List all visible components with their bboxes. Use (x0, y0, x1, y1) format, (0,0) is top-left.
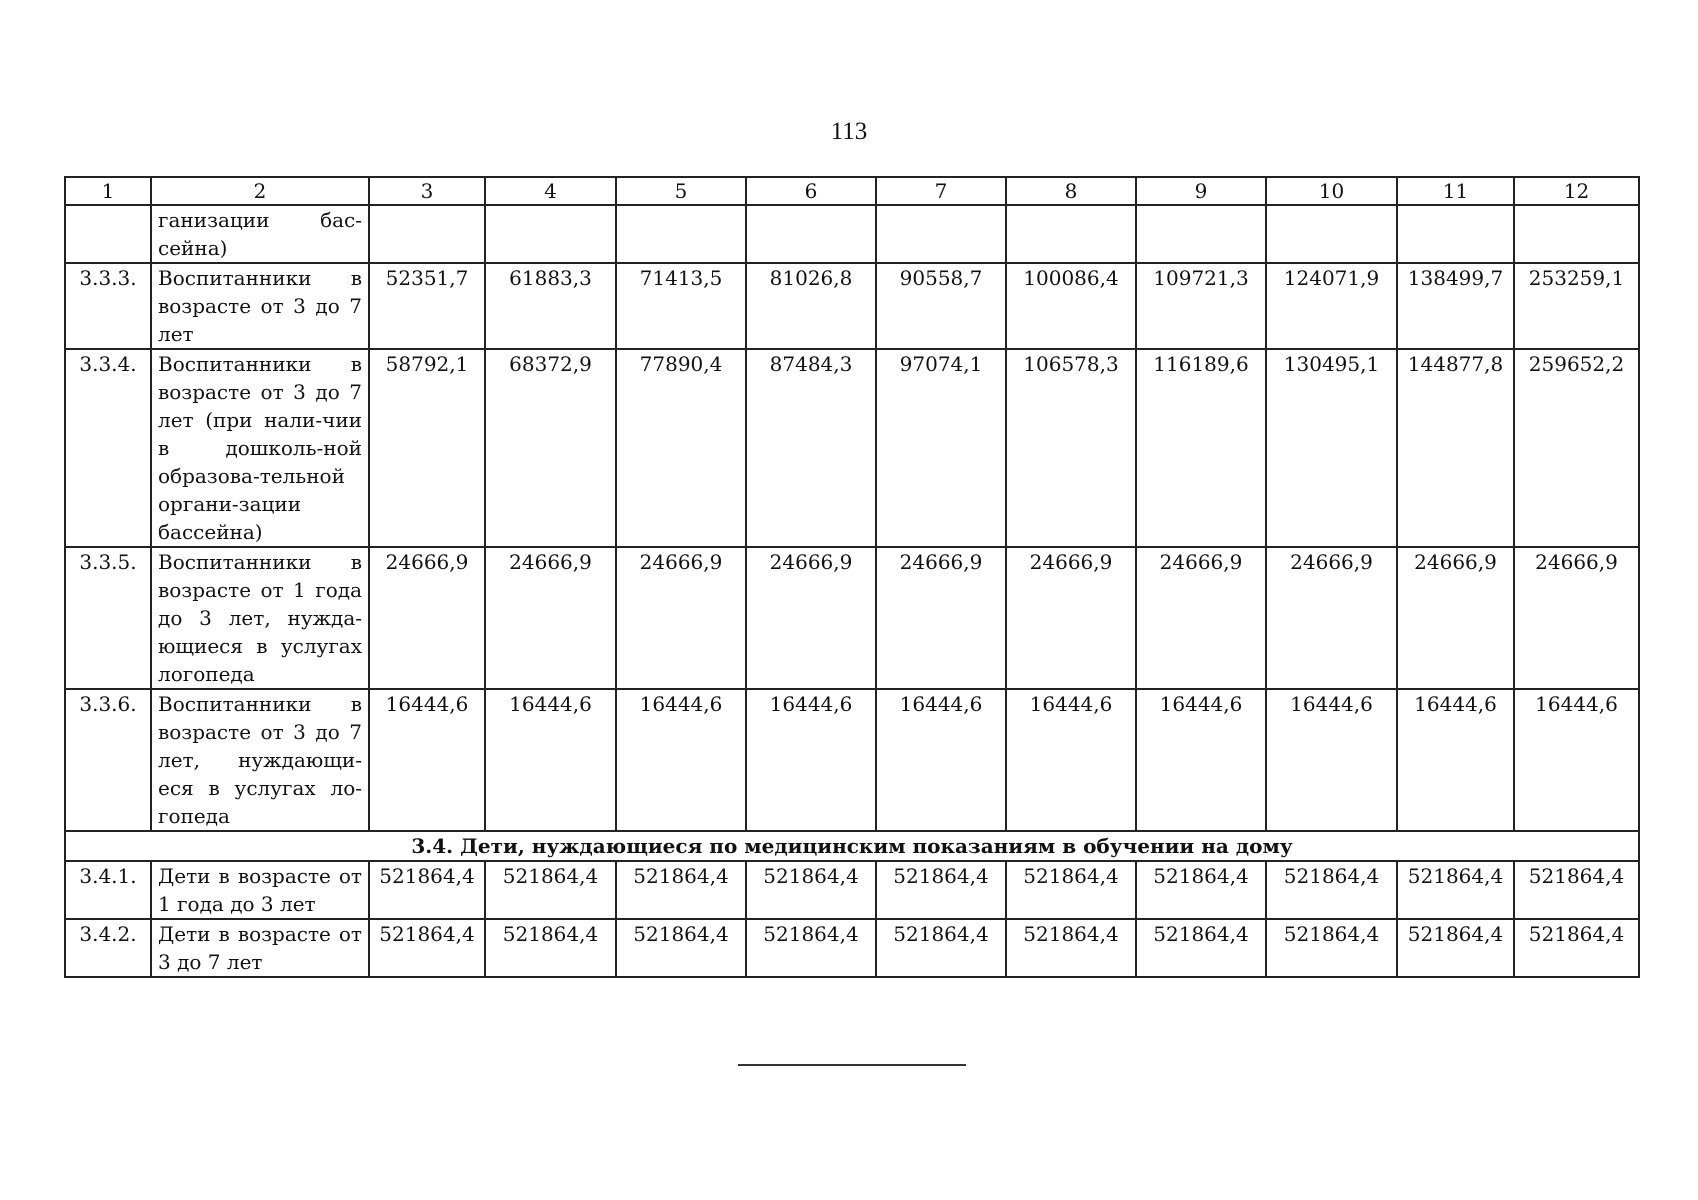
table-row (65, 349, 1639, 547)
value-cell: 90558,7 (876, 263, 1006, 349)
column-number: 11 (1397, 177, 1514, 205)
value-cell: 16444,6 (1514, 689, 1639, 831)
value-cell: 24666,9 (369, 547, 485, 689)
value-cell: 144877,8 (1397, 349, 1514, 547)
table-row (65, 861, 1639, 919)
value-cell: 16444,6 (1136, 689, 1266, 831)
value-cell (746, 205, 876, 263)
value-cell: 521864,4 (1006, 919, 1136, 977)
row-name: Воспитанники в возрасте от 3 до 7 лет (151, 263, 369, 349)
row-code: 3.4.2. (65, 919, 151, 977)
column-number: 4 (485, 177, 616, 205)
row-code: 3.3.3. (65, 263, 151, 349)
value-cell: 16444,6 (746, 689, 876, 831)
value-cell: 138499,7 (1397, 263, 1514, 349)
column-number: 12 (1514, 177, 1639, 205)
column-number: 9 (1136, 177, 1266, 205)
value-cell: 259652,2 (1514, 349, 1639, 547)
value-cell: 16444,6 (485, 689, 616, 831)
table-row (65, 263, 1639, 349)
value-cell (369, 205, 485, 263)
value-cell: 521864,4 (746, 861, 876, 919)
value-cell: 24666,9 (1397, 547, 1514, 689)
value-cell: 24666,9 (1514, 547, 1639, 689)
value-cell (616, 205, 746, 263)
value-cell: 24666,9 (1006, 547, 1136, 689)
row-name: Дети в возрасте от 1 года до 3 лет (151, 861, 369, 919)
value-cell: 521864,4 (1006, 861, 1136, 919)
value-cell: 24666,9 (1266, 547, 1397, 689)
value-cell: 16444,6 (1266, 689, 1397, 831)
row-name: Воспитанники в возрасте от 3 до 7 лет (при нали-чии в дошколь-ной образова-тельной органи-зации бассейна) (151, 349, 369, 547)
value-cell: 58792,1 (369, 349, 485, 547)
value-cell: 24666,9 (746, 547, 876, 689)
value-cell: 521864,4 (876, 861, 1006, 919)
value-cell: 100086,4 (1006, 263, 1136, 349)
row-code: 3.4.1. (65, 861, 151, 919)
value-cell: 109721,3 (1136, 263, 1266, 349)
value-cell: 521864,4 (369, 919, 485, 977)
value-cell: 521864,4 (1266, 861, 1397, 919)
row-code: 3.3.5. (65, 547, 151, 689)
value-cell: 521864,4 (616, 861, 746, 919)
value-cell: 521864,4 (1397, 861, 1514, 919)
value-cell: 521864,4 (369, 861, 485, 919)
table-row (65, 547, 1639, 689)
value-cell: 61883,3 (485, 263, 616, 349)
table-row (65, 689, 1639, 831)
value-cell: 71413,5 (616, 263, 746, 349)
value-cell: 52351,7 (369, 263, 485, 349)
value-cell (1397, 205, 1514, 263)
value-cell: 24666,9 (876, 547, 1006, 689)
row-code: 3.3.6. (65, 689, 151, 831)
value-cell: 16444,6 (369, 689, 485, 831)
value-cell (876, 205, 1006, 263)
row-name: Дети в возрасте от 3 до 7 лет (151, 919, 369, 977)
row-name: ганизации бас-сейна) (151, 205, 369, 263)
column-number: 1 (65, 177, 151, 205)
row-code (65, 205, 151, 263)
column-number-row (65, 177, 1639, 205)
value-cell: 521864,4 (485, 919, 616, 977)
value-cell: 124071,9 (1266, 263, 1397, 349)
table-row (65, 919, 1639, 977)
column-number: 5 (616, 177, 746, 205)
value-cell: 521864,4 (1136, 919, 1266, 977)
value-cell: 253259,1 (1514, 263, 1639, 349)
value-cell: 97074,1 (876, 349, 1006, 547)
value-cell (1136, 205, 1266, 263)
row-name: Воспитанники в возрасте от 3 до 7 лет, нуждающи-еся в услугах ло-гопеда (151, 689, 369, 831)
section-heading-row (65, 831, 1639, 861)
column-number: 3 (369, 177, 485, 205)
value-cell: 521864,4 (876, 919, 1006, 977)
value-cell: 521864,4 (1514, 861, 1639, 919)
table-row (65, 205, 1639, 263)
value-cell: 106578,3 (1006, 349, 1136, 547)
value-cell: 81026,8 (746, 263, 876, 349)
value-cell: 77890,4 (616, 349, 746, 547)
value-cell: 521864,4 (1136, 861, 1266, 919)
rates-table (64, 176, 1640, 978)
row-name: Воспитанники в возрасте от 1 года до 3 лет, нужда-ющиеся в услугах логопеда (151, 547, 369, 689)
value-cell: 16444,6 (1397, 689, 1514, 831)
value-cell: 24666,9 (616, 547, 746, 689)
value-cell: 116189,6 (1136, 349, 1266, 547)
value-cell: 521864,4 (1397, 919, 1514, 977)
value-cell: 16444,6 (876, 689, 1006, 831)
column-number: 2 (151, 177, 369, 205)
column-number: 10 (1266, 177, 1397, 205)
value-cell: 130495,1 (1266, 349, 1397, 547)
value-cell: 521864,4 (746, 919, 876, 977)
value-cell (1266, 205, 1397, 263)
value-cell: 521864,4 (616, 919, 746, 977)
value-cell: 16444,6 (1006, 689, 1136, 831)
value-cell: 521864,4 (1266, 919, 1397, 977)
value-cell: 16444,6 (616, 689, 746, 831)
column-number: 8 (1006, 177, 1136, 205)
section-title: 3.4. Дети, нуждающиеся по медицинским показаниям в обучении на дому (65, 831, 1639, 861)
page-number: 113 (830, 118, 868, 145)
value-cell: 68372,9 (485, 349, 616, 547)
value-cell: 521864,4 (485, 861, 616, 919)
value-cell (1006, 205, 1136, 263)
value-cell: 24666,9 (485, 547, 616, 689)
column-number: 7 (876, 177, 1006, 205)
column-number: 6 (746, 177, 876, 205)
value-cell: 521864,4 (1514, 919, 1639, 977)
end-divider-line (738, 1064, 966, 1066)
value-cell (1514, 205, 1639, 263)
value-cell: 87484,3 (746, 349, 876, 547)
value-cell: 24666,9 (1136, 547, 1266, 689)
row-code: 3.3.4. (65, 349, 151, 547)
value-cell (485, 205, 616, 263)
